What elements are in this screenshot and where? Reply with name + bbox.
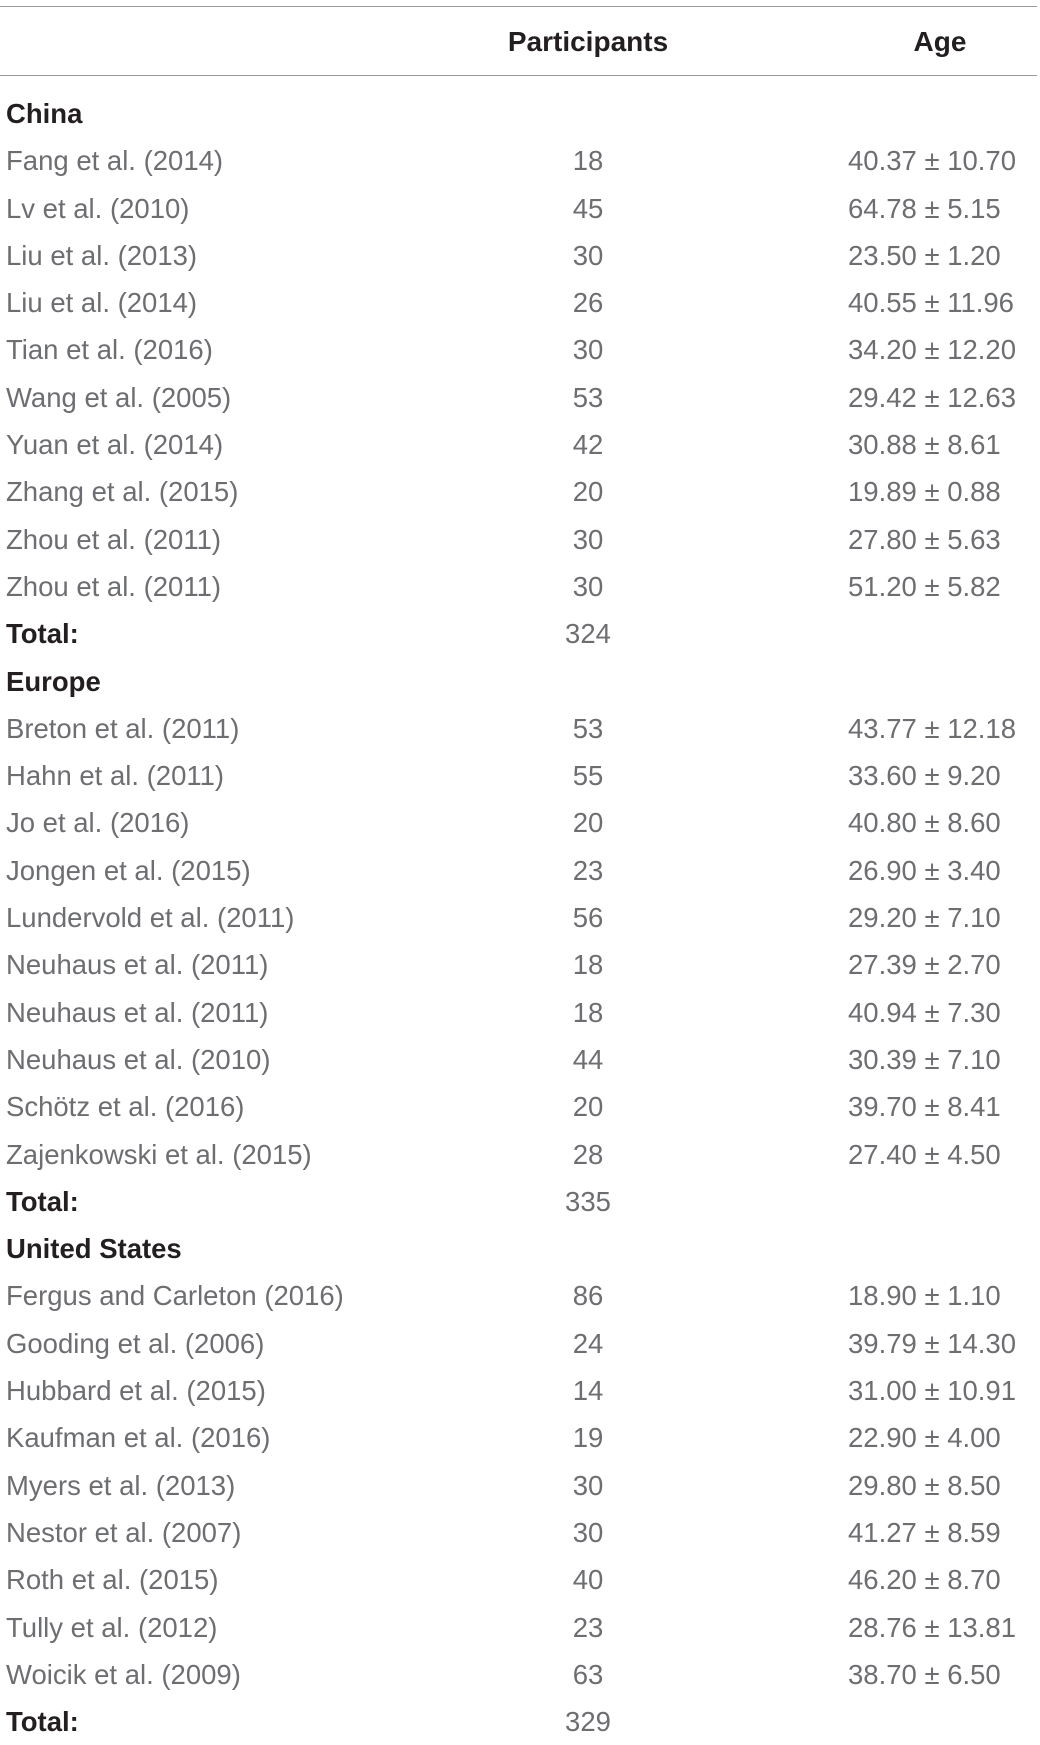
age-cell: 29.80 ± 8.50 (848, 1469, 1001, 1501)
participants-cell: 19 (572, 1422, 604, 1454)
study-cell: Neuhaus et al. (2011) (6, 949, 269, 981)
table-row (0, 1462, 1040, 1509)
table-row (0, 1509, 1040, 1556)
age-cell: 46.20 ± 8.70 (848, 1564, 1001, 1596)
participants-cell: 86 (572, 1280, 604, 1312)
study-cell: Zhou et al. (2011) (6, 523, 222, 555)
table-row (0, 799, 1040, 846)
participants-cell: 30 (572, 570, 604, 602)
participants-cell: 53 (572, 712, 604, 744)
participants-cell: 30 (572, 239, 604, 271)
study-cell: Zhang et al. (2015) (6, 476, 239, 508)
study-cell: Neuhaus et al. (2011) (6, 996, 269, 1028)
total-participants: 324 (565, 618, 611, 650)
study-cell: Hubbard et al. (2015) (6, 1375, 266, 1407)
column-header-participants: Participants (507, 26, 669, 57)
age-cell: 40.94 ± 7.30 (848, 996, 1001, 1028)
age-cell: 29.42 ± 12.63 (848, 381, 1017, 413)
participants-cell: 26 (572, 287, 604, 319)
table-row (0, 1414, 1040, 1461)
age-cell: 40.37 ± 10.70 (848, 145, 1017, 177)
group-heading (0, 1225, 1040, 1272)
table-row (0, 1272, 1040, 1319)
study-cell: Fergus and Carleton (2016) (6, 1280, 344, 1312)
study-cell: Schötz et al. (2016) (6, 1091, 245, 1123)
study-cell: Nestor et al. (2007) (6, 1516, 242, 1548)
table-row (0, 374, 1040, 421)
table-row (0, 705, 1040, 752)
total-row (0, 1698, 1040, 1745)
group-heading (0, 658, 1040, 705)
table-row (0, 1604, 1040, 1651)
table-row (0, 137, 1040, 184)
participants-cell: 53 (572, 381, 604, 413)
age-cell: 39.70 ± 8.41 (848, 1091, 1001, 1123)
study-cell: Yuan et al. (2014) (6, 429, 224, 461)
age-cell: 27.80 ± 5.63 (848, 523, 1001, 555)
table-body (0, 90, 1040, 1745)
study-cell: Gooding et al. (2006) (6, 1327, 265, 1359)
header-rule (0, 75, 1037, 76)
participants-cell: 18 (572, 996, 604, 1028)
table-row (0, 1556, 1040, 1603)
participants-cell: 23 (572, 1611, 604, 1643)
age-cell: 27.40 ± 4.50 (848, 1138, 1001, 1170)
study-cell: Lundervold et al. (2011) (6, 902, 295, 934)
table-row (0, 468, 1040, 515)
age-cell: 34.20 ± 12.20 (848, 334, 1017, 366)
study-cell: Zajenkowski et al. (2015) (6, 1138, 312, 1170)
age-cell: 30.39 ± 7.10 (848, 1043, 1001, 1075)
participants-cell: 20 (572, 1091, 604, 1123)
age-cell: 23.50 ± 1.20 (848, 239, 1001, 271)
table-row (0, 989, 1040, 1036)
participants-cell: 24 (572, 1327, 604, 1359)
participants-cell: 18 (572, 145, 604, 177)
age-cell: 28.76 ± 13.81 (848, 1611, 1017, 1643)
participants-cell: 42 (572, 429, 604, 461)
age-cell: 40.55 ± 11.96 (848, 287, 1014, 319)
participants-cell: 56 (572, 902, 604, 934)
total-row (0, 610, 1040, 657)
age-cell: 33.60 ± 9.20 (848, 760, 1001, 792)
table-row (0, 752, 1040, 799)
study-cell: Myers et al. (2013) (6, 1469, 236, 1501)
participants-cell: 14 (572, 1375, 604, 1407)
participants-cell: 28 (572, 1138, 604, 1170)
study-cell: Zhou et al. (2011) (6, 570, 222, 602)
participants-cell: 55 (572, 760, 604, 792)
age-cell: 39.79 ± 14.30 (848, 1327, 1017, 1359)
total-label: Total: (6, 1706, 79, 1738)
table-row (0, 1036, 1040, 1083)
table-row (0, 516, 1040, 563)
table-row (0, 421, 1040, 468)
study-cell: Jongen et al. (2015) (6, 854, 251, 886)
table-row (0, 1651, 1040, 1698)
table-row (0, 941, 1040, 988)
study-cell: Hahn et al. (2011) (6, 760, 225, 792)
age-cell: 27.39 ± 2.70 (848, 949, 1001, 981)
table-row (0, 279, 1040, 326)
table-row (0, 1083, 1040, 1130)
group-heading-label: China (6, 98, 83, 129)
study-cell: Tully et al. (2012) (6, 1611, 218, 1643)
table-row (0, 185, 1040, 232)
study-cell: Neuhaus et al. (2010) (6, 1043, 271, 1075)
table-row (0, 232, 1040, 279)
column-header-age: Age (913, 26, 967, 57)
participants-cell: 30 (572, 1469, 604, 1501)
total-row (0, 1178, 1040, 1225)
table-row (0, 1367, 1040, 1414)
study-cell: Woicik et al. (2009) (6, 1658, 241, 1690)
age-cell: 18.90 ± 1.10 (848, 1280, 1001, 1312)
age-cell: 29.20 ± 7.10 (848, 902, 1001, 934)
age-cell: 30.88 ± 8.61 (848, 429, 1001, 461)
total-label: Total: (6, 1185, 79, 1217)
study-cell: Liu et al. (2013) (6, 239, 198, 271)
age-cell: 40.80 ± 8.60 (848, 807, 1001, 839)
participants-cell: 20 (572, 807, 604, 839)
participants-cell: 45 (572, 192, 604, 224)
participants-cell: 63 (572, 1658, 604, 1690)
total-participants: 335 (565, 1185, 611, 1217)
study-cell: Breton et al. (2011) (6, 712, 240, 744)
study-cell: Fang et al. (2014) (6, 145, 224, 177)
table-row (0, 847, 1040, 894)
age-cell: 64.78 ± 5.15 (848, 192, 1001, 224)
table-row (0, 563, 1040, 610)
study-cell: Lv et al. (2010) (6, 192, 190, 224)
participants-cell: 23 (572, 854, 604, 886)
group-heading-label: Europe (6, 665, 101, 697)
participants-cell: 44 (572, 1043, 604, 1075)
study-cell: Tian et al. (2016) (6, 334, 213, 366)
study-cell: Liu et al. (2014) (6, 287, 198, 319)
age-cell: 31.00 ± 10.91 (848, 1375, 1017, 1407)
participants-cell: 40 (572, 1564, 604, 1596)
table-top-rule (0, 6, 1037, 7)
total-participants: 329 (565, 1706, 611, 1738)
participants-cell: 30 (572, 523, 604, 555)
study-cell: Wang et al. (2005) (6, 381, 232, 413)
group-heading-label: United States (6, 1233, 182, 1265)
participants-cell: 18 (572, 949, 604, 981)
study-cell: Jo et al. (2016) (6, 807, 190, 839)
table-row (0, 894, 1040, 941)
table-row (0, 326, 1040, 373)
table-row (0, 1320, 1040, 1367)
age-cell: 38.70 ± 6.50 (848, 1658, 1001, 1690)
age-cell: 22.90 ± 4.00 (848, 1422, 1001, 1454)
age-cell: 41.27 ± 8.59 (848, 1516, 1001, 1548)
participants-cell: 30 (572, 334, 604, 366)
study-cell: Roth et al. (2015) (6, 1564, 219, 1596)
age-cell: 43.77 ± 12.18 (848, 712, 1017, 744)
group-heading (0, 90, 1040, 137)
age-cell: 51.20 ± 5.82 (848, 570, 1001, 602)
age-cell: 26.90 ± 3.40 (848, 854, 1001, 886)
table-row (0, 1131, 1040, 1178)
participants-cell: 30 (572, 1516, 604, 1548)
study-cell: Kaufman et al. (2016) (6, 1422, 271, 1454)
total-label: Total: (6, 618, 79, 650)
age-cell: 19.89 ± 0.88 (848, 476, 1001, 508)
participants-cell: 20 (572, 476, 604, 508)
